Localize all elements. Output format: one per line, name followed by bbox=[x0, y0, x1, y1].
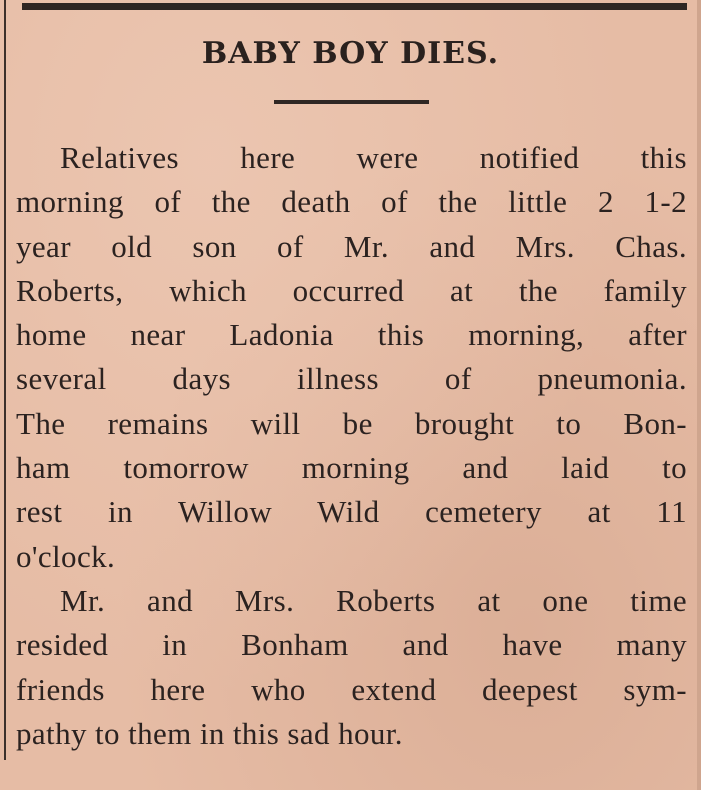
paper-edge bbox=[697, 0, 701, 790]
paragraph-1-line: home near Ladonia this morning, after bbox=[16, 317, 687, 353]
headline-divider bbox=[274, 100, 429, 104]
top-border-rule bbox=[22, 3, 687, 10]
paragraph-1-line: several days illness of pneumonia. bbox=[16, 361, 687, 397]
paragraph-1-line: year old son of Mr. and Mrs. Chas. bbox=[16, 228, 687, 264]
paragraph-2-line: Mr. and Mrs. Roberts at one time bbox=[60, 582, 687, 618]
paragraph-1-line: o'clock. bbox=[16, 538, 116, 574]
paragraph-1-line: The remains will be brought to Bon- bbox=[16, 405, 687, 441]
left-column-rule bbox=[4, 0, 6, 760]
paragraph-1-line: morning of the death of the little 2 1-2 bbox=[16, 184, 687, 220]
paragraph-1-line: Roberts, which occurred at the family bbox=[16, 272, 687, 308]
paragraph-1-line: Relatives here were notified this bbox=[60, 140, 687, 175]
paragraph-1-line: rest in Willow Wild cemetery at 11 bbox=[16, 494, 687, 530]
paragraph-2-line: friends here who extend deepest sym- bbox=[16, 671, 687, 707]
headline: BABY BOY DIES. bbox=[201, 36, 500, 71]
paragraph-2-line: resided in Bonham and have many bbox=[16, 627, 687, 663]
article-body bbox=[16, 136, 687, 756]
paragraph-1-line: ham tomorrow morning and laid to bbox=[16, 450, 687, 486]
paragraph-2-line: pathy to them in this sad hour. bbox=[16, 715, 403, 751]
